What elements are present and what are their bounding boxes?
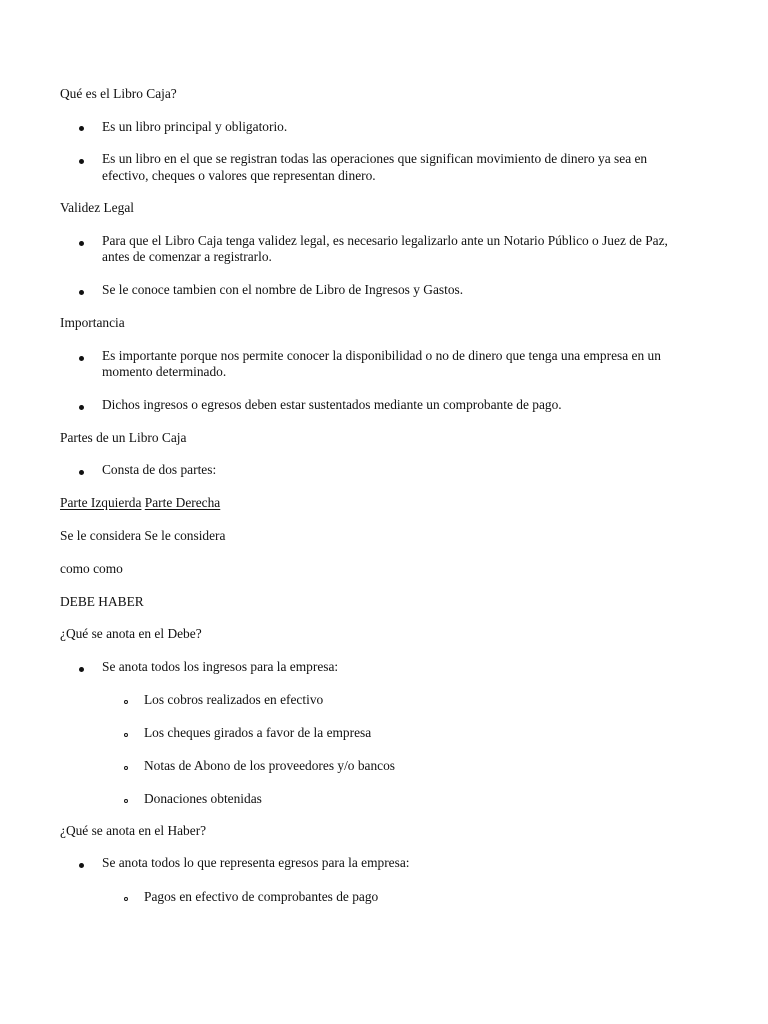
sub-list-item: Donaciones obtenidas (144, 791, 262, 806)
bullet-icon (79, 290, 84, 295)
text-line: como como (60, 561, 123, 576)
sub-list-item: Los cobros realizados en efectivo (144, 692, 324, 707)
list-item: Es un libro principal y obligatorio. (102, 119, 288, 134)
bullet-icon (79, 356, 84, 361)
sub-list-item: Notas de Abono de los proveedores y/o bancos (144, 758, 396, 773)
bullet-icon (79, 405, 84, 410)
link-parte-derecha[interactable]: Parte Derecha (144, 495, 221, 510)
circle-bullet-icon (124, 897, 128, 901)
circle-bullet-icon (124, 700, 128, 704)
list-item: Para que el Libro Caja tenga validez legal, es necesario legalizarlo ante un Notario Público o Juez de Paz, (102, 233, 668, 248)
list-item-continued: antes de comenzar a registrarlo. (102, 249, 272, 264)
parts-line (60, 495, 220, 512)
text-line: Se le considera Se le considera (60, 528, 226, 543)
bullet-icon (79, 159, 84, 164)
list-item-continued: efectivo, cheques o valores que representan dinero. (102, 168, 376, 183)
list-item: Es importante porque nos permite conocer la disponibilidad o no de dinero que tenga una empresa en un (102, 348, 661, 363)
list-item: Es un libro en el que se registran todas las operaciones que significan movimiento de dinero ya sea en (102, 151, 648, 166)
list-item: Se anota todos los ingresos para la empresa: (102, 659, 339, 674)
circle-bullet-icon (124, 733, 128, 737)
bullet-icon (79, 470, 84, 475)
list-item: Consta de dos partes: (102, 462, 217, 477)
heading-partes: Partes de un Libro Caja (60, 430, 187, 445)
circle-bullet-icon (124, 766, 128, 770)
heading-haber: ¿Qué se anota en el Haber? (60, 823, 207, 838)
text-line: DEBE HABER (60, 594, 144, 609)
heading-que-es: Qué es el Libro Caja? (60, 86, 177, 101)
heading-debe: ¿Qué se anota en el Debe? (60, 626, 202, 641)
list-item: Dichos ingresos o egresos deben estar sustentados mediante un comprobante de pago. (102, 397, 562, 412)
list-item-continued: momento determinado. (102, 364, 227, 379)
heading-validez-legal: Validez Legal (60, 200, 134, 215)
list-item: Se le conoce tambien con el nombre de Libro de Ingresos y Gastos. (102, 282, 464, 297)
sub-list-item: Los cheques girados a favor de la empresa (144, 725, 372, 740)
bullet-icon (79, 863, 84, 868)
bullet-icon (79, 667, 84, 672)
circle-bullet-icon (124, 799, 128, 803)
sub-list-item: Pagos en efectivo de comprobantes de pago (144, 889, 379, 904)
bullet-icon (79, 126, 84, 131)
list-item: Se anota todos lo que representa egresos para la empresa: (102, 855, 410, 870)
link-parte-izquierda[interactable]: Parte Izquierda (60, 495, 142, 510)
heading-importancia: Importancia (60, 315, 125, 330)
bullet-icon (79, 241, 84, 246)
